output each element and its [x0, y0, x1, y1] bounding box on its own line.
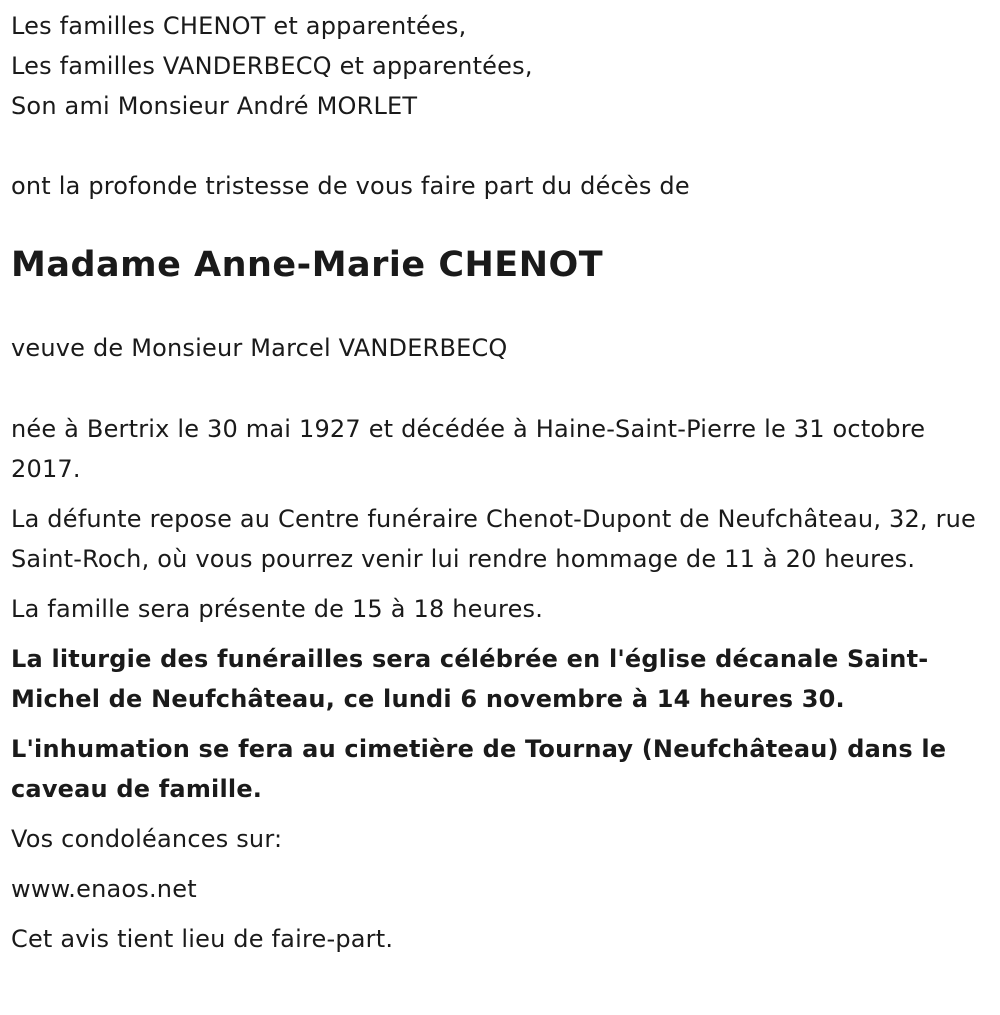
family-line-chenot: Les familles CHENOT et apparentées,: [11, 12, 467, 40]
website-link[interactable]: www.enaos.net: [11, 875, 197, 903]
friend-line: Son ami Monsieur André MORLET: [11, 92, 418, 120]
burial-text: L'inhumation se fera au cimetière de Tournay (Neufchâteau) dans le caveau de famille.: [11, 735, 947, 803]
announcement-text: ont la profonde tristesse de vous faire part du décès de: [11, 172, 690, 200]
family-presence-text: La famille sera présente de 15 à 18 heures.: [11, 595, 544, 623]
spacer: [11, 126, 988, 166]
liturgy-text: La liturgie des funérailles sera célébrée en l'église décanale Saint-Michel de Neufchâteau, ce lundi 6 novembre à 14 heures 30.: [11, 645, 929, 713]
condolences-label: Vos condoléances sur:: [11, 825, 283, 853]
family-line-vanderbecq: Les familles VANDERBECQ et apparentées,: [11, 52, 533, 80]
deceased-name: Madame Anne-Marie CHENOT: [11, 245, 604, 285]
closing-text: Cet avis tient lieu de faire-part.: [11, 925, 394, 953]
viewing-text: La défunte repose au Centre funéraire Chenot-Dupont de Neufchâteau, 32, rue Saint-Roch, où vous pourrez venir lui rendre hommage de 11 à 20 heures.: [11, 505, 977, 573]
widow-of-text: veuve de Monsieur Marcel VANDERBECQ: [11, 334, 508, 362]
birth-death-text: née à Bertrix le 30 mai 1927 et décédée à Haine-Saint-Pierre le 31 octobre 2017.: [11, 415, 926, 483]
